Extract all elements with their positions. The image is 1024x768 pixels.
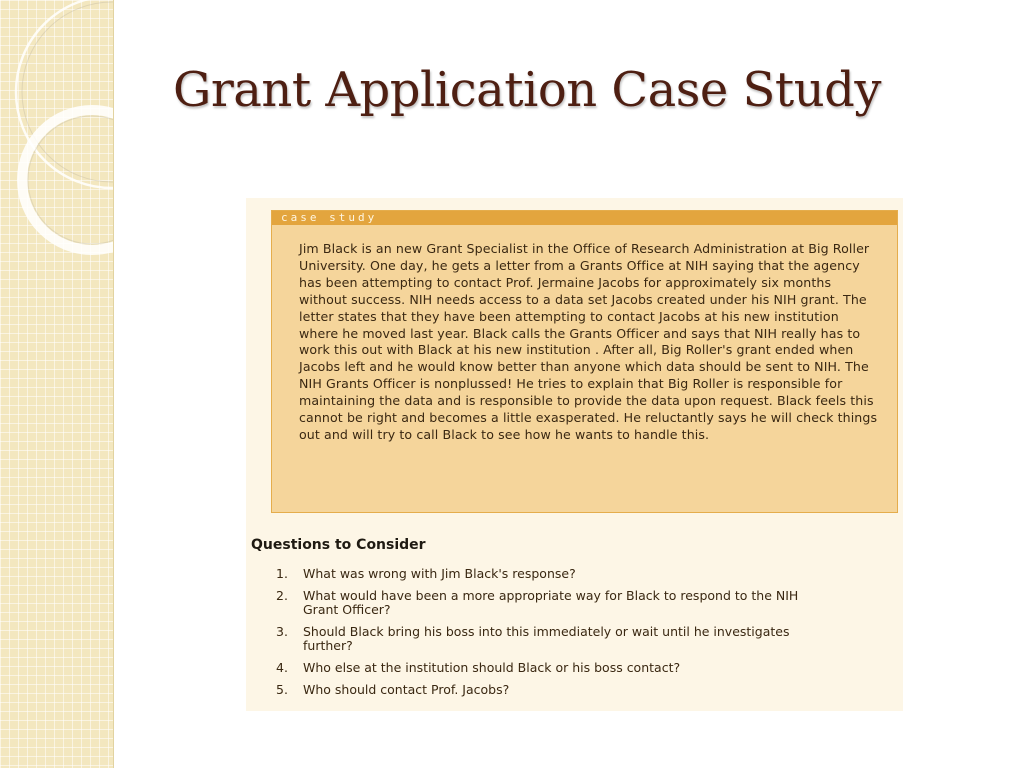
case-study-figure	[246, 198, 903, 711]
case-study-box	[271, 210, 898, 513]
case-study-text: Jim Black is an new Grant Specialist in the Office of Research Administration at Big Roller University. One day, he gets a letter from a Grants Office at NIH saying that the agency has been attempting to contact Prof. Jermaine Jacobs for approximately six months without success. NIH needs access to a data set Jacobs created under his NIH grant. The letter states that they have been attempting to contact Jacobs at his new institution where he moved last year. Black calls the Grants Officer and says that NIH really has to work this out with Black at his new institution . After all, Big Roller's grant ended when Jacobs left and he would know better than anyone which data should be sent to NIH. The NIH Grants Officer is nonplussed! He tries to explain that Big Roller is responsible for maintaining the data and is responsible to provide the data upon request. Black feels this cannot be right and becomes a little exasperated. He reluctantly says he will check things out and will try to call Black to see how he wants to handle this.	[299, 241, 878, 442]
question-item	[276, 567, 836, 581]
question-number: 1.	[276, 566, 288, 581]
slide-title: Grant Application Case Study	[173, 62, 881, 118]
question-text: Who else at the institution should Black or his boss contact?	[303, 660, 681, 675]
case-study-header: case study	[272, 211, 897, 225]
question-item	[276, 661, 836, 675]
question-item	[276, 589, 836, 617]
questions-list	[276, 567, 836, 705]
question-text: What was wrong with Jim Black's response?	[303, 566, 576, 581]
question-number: 2.	[276, 588, 288, 603]
question-number: 5.	[276, 682, 288, 697]
questions-heading: Questions to Consider	[251, 537, 426, 553]
question-number: 4.	[276, 660, 288, 675]
question-item	[276, 625, 836, 653]
question-number: 3.	[276, 624, 288, 639]
decorative-circles-icon	[0, 0, 113, 260]
question-text: Should Black bring his boss into this immediately or wait until he investigates further?	[303, 624, 790, 653]
question-text: Who should contact Prof. Jacobs?	[303, 682, 510, 697]
decorative-side-band	[0, 0, 114, 768]
question-text: What would have been a more appropriate way for Black to respond to the NIH Grant Officer?	[303, 588, 799, 617]
question-item	[276, 683, 836, 697]
